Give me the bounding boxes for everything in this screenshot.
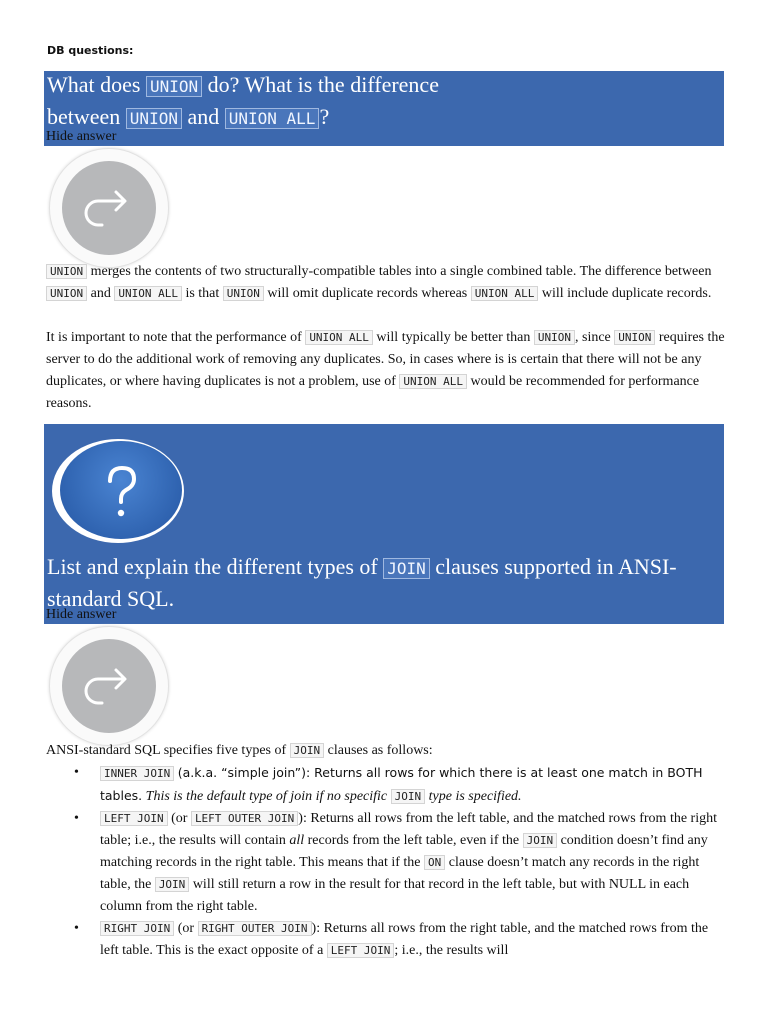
share-arrow-icon (62, 161, 156, 255)
share-arrow-icon (62, 639, 156, 733)
answer-icon-1 (49, 148, 169, 268)
question-mark-icon (60, 441, 182, 539)
answer-2-intro: ANSI-standard SQL specifies five types of JOIN clauses as follows: (46, 743, 433, 758)
answer-icon-2 (49, 626, 169, 746)
list-item-right-join: • RIGHT JOIN (or RIGHT OUTER JOIN ): Returns all rows from the right table, and the matched rows from the left table. This is the exact opposite of a LEFT JOIN ; i.e., the results will (100, 918, 726, 962)
document-label: DB questions: (47, 44, 134, 57)
hide-answer-link-2[interactable]: Hide answer (46, 607, 117, 622)
question-title-1: What does UNION do? What is the difference between UNION and UNION ALL ? (47, 72, 439, 129)
answer-1-paragraph-1: UNION merges the contents of two structurally-compatible tables into a single combined table. The difference between UNION and UNION ALL is that UNION will omit duplicate records whereas UNION ALL will include duplicate records. (46, 261, 726, 305)
hide-answer-link-1[interactable]: Hide answer (46, 129, 117, 144)
list-item-left-join: • LEFT JOIN (or LEFT OUTER JOIN ): Returns all rows from the left table, and the matched rows from the right table; i.e., the results will contain all records from the left table, even if the JOIN condition doesn’t find any matching records in the right table. This means that if the ON clause doesn’t match any records in the right table, the JOIN will still return a row in the result for that record in the left table, but with NULL in each column from the right table. (100, 808, 726, 918)
question-icon-badge (52, 439, 184, 543)
question-title-2: List and explain the different types of JOIN clauses supported in ANSI-standard SQL. (47, 554, 677, 611)
list-item-inner-join: • INNER JOIN (a.k.a. “simple join”): Returns all rows for which there is at least one match in BOTH tables. This is the default type of join if no specific JOIN type is specified. (100, 762, 726, 808)
join-types-list (46, 762, 726, 962)
answer-1-paragraph-2: It is important to note that the performance of UNION ALL will typically be better than UNION , since UNION requires the server to do the additional work of removing any duplicates. So, in cases where is is certain that there will not be any duplicates, or where having duplicates is not a problem, use of UNION ALL would be recommended for performance reasons. (46, 330, 725, 411)
